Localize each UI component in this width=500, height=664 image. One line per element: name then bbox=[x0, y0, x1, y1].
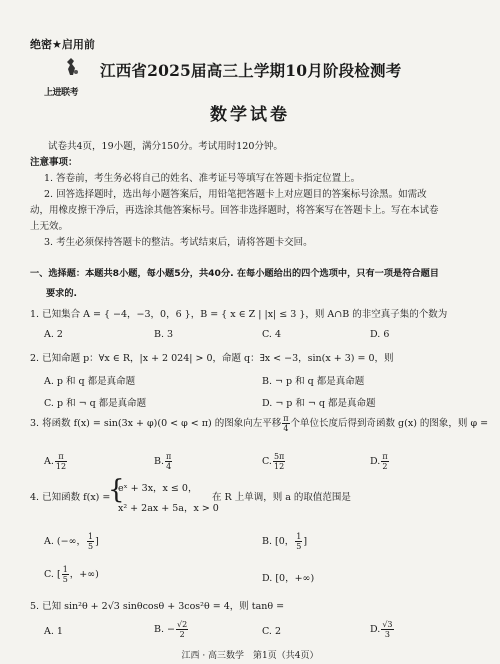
question-5-option-c: C. 2 bbox=[262, 626, 282, 637]
page-footer: 江西 · 高三数学 第1页（共4页） bbox=[181, 651, 319, 661]
question-1-stem: 1. 已知集合 A = { −4，−3，0，6 }，B = { x ∈ Z | |x| ≤ 3 }，则 A∩B 的非空真子集的个数为 bbox=[30, 309, 448, 320]
fraction-numerator: π bbox=[283, 414, 289, 423]
fraction-numerator: √3 bbox=[382, 620, 393, 629]
question-4-option-c bbox=[44, 565, 99, 584]
fraction-numerator: 1 bbox=[87, 532, 94, 541]
fraction-numerator: 1 bbox=[62, 565, 68, 574]
notice-item: 上无效。 bbox=[30, 221, 69, 232]
fraction-denominator: 5 bbox=[62, 575, 68, 584]
question-1-option-b: B. 3 bbox=[154, 329, 174, 340]
piecewise-case-2: x² + 2ax + 5a，x > 0 bbox=[118, 503, 219, 514]
notice-item: 动，用橡皮擦干净后，再选涂其他答案标号。回答非选择题时，将答案写在答题卡上。写在本试卷 bbox=[30, 205, 439, 216]
piecewise-case-1: eˣ + 3x，x ≤ 0， bbox=[118, 483, 198, 494]
option-fraction bbox=[381, 620, 393, 639]
minus-sign: − bbox=[167, 624, 176, 635]
fraction-numerator: π bbox=[55, 452, 67, 462]
question-1-option-d: D. 6 bbox=[370, 329, 390, 340]
question-3-stem-part-2: 个单位长度后得到奇函数 g(x) 的图象，则 φ = bbox=[290, 418, 489, 429]
question-3-option-d bbox=[370, 452, 390, 471]
section-heading-cont: 要求的. bbox=[46, 288, 78, 299]
question-1-option-c: C. 4 bbox=[262, 329, 282, 340]
fraction-denominator: 4 bbox=[283, 424, 289, 433]
option-text: C. [ bbox=[44, 569, 61, 580]
fraction-numerator: π bbox=[382, 452, 388, 461]
question-3-fraction bbox=[282, 414, 289, 433]
question-4-stem-part-1: 4. 已知函数 f(x) = bbox=[30, 492, 111, 503]
option-fraction bbox=[62, 565, 69, 584]
exam-title: 江西省2025届高三上学期10月阶段检测考 bbox=[100, 61, 402, 80]
question-5-stem: 5. 已知 sin²θ + 2√3 sinθcosθ + 3cos²θ = 4，则 tanθ = bbox=[30, 601, 285, 612]
option-letter: B. bbox=[154, 624, 165, 635]
piecewise-brace: { bbox=[108, 475, 125, 505]
fraction-denominator: 5 bbox=[87, 542, 94, 551]
question-4-option-b bbox=[262, 532, 307, 551]
question-2-option-d: D. ¬ p 和 ¬ q 都是真命题 bbox=[262, 398, 376, 409]
option-fraction bbox=[176, 620, 188, 639]
question-4-stem-part-2: 在 R 上单调，则 a 的取值范围是 bbox=[212, 492, 351, 503]
question-5-option-d bbox=[370, 620, 395, 639]
option-text: ] bbox=[303, 536, 308, 547]
option-letter: C. bbox=[262, 456, 272, 467]
notice-item: 2. 回答选择题时，选出每小题答案后，用铅笔把答题卡上对应题目的答案标号涂黑。如需改 bbox=[44, 189, 427, 200]
section-heading: 一、选择题：本题共8小题，每小题5分，共40分. 在每小题给出的四个选项中，只有一项是符合题目 bbox=[30, 268, 439, 279]
option-letter: A. bbox=[44, 456, 54, 467]
fraction-denominator: 4 bbox=[166, 462, 172, 471]
confidential-label: 绝密★启用前 bbox=[30, 38, 95, 51]
exam-logo-icon bbox=[64, 57, 80, 77]
question-2-option-c: C. p 和 ¬ q 都是真命题 bbox=[44, 398, 147, 409]
option-fraction bbox=[295, 532, 302, 551]
question-1-option-a: A. 2 bbox=[44, 329, 63, 340]
fraction-denominator: 12 bbox=[274, 462, 285, 471]
option-fraction bbox=[273, 452, 285, 471]
question-4-option-d: D. [0，+∞) bbox=[262, 573, 315, 584]
question-5-option-a: A. 1 bbox=[44, 626, 63, 637]
fraction-numerator: 5π bbox=[273, 452, 285, 461]
option-letter: B. bbox=[154, 456, 165, 467]
fraction-denominator: 12 bbox=[55, 462, 67, 471]
option-fraction bbox=[87, 532, 94, 551]
fraction-denominator: 2 bbox=[179, 630, 185, 639]
option-fraction bbox=[165, 452, 172, 471]
option-text: A. (−∞， bbox=[44, 536, 86, 547]
option-text: ] bbox=[95, 536, 99, 547]
question-3-stem bbox=[30, 414, 488, 433]
option-text: ，+∞) bbox=[69, 569, 99, 580]
option-letter: D. bbox=[370, 624, 381, 635]
fraction-denominator: 2 bbox=[382, 462, 388, 471]
question-4-option-a bbox=[44, 532, 99, 551]
question-2-option-b: B. ¬ p 和 q 都是真命题 bbox=[262, 376, 365, 387]
fraction-denominator: 5 bbox=[296, 542, 302, 551]
fraction-numerator: 1 bbox=[296, 532, 302, 541]
intro-text: 试卷共4页，19小题，满分150分。考试用时120分钟。 bbox=[48, 141, 283, 152]
question-3-option-a bbox=[44, 452, 68, 471]
question-5-option-b bbox=[154, 620, 189, 639]
fraction-numerator: π bbox=[166, 452, 172, 461]
fraction-numerator: √2 bbox=[177, 620, 188, 629]
question-3-stem-part-1: 3. 将函数 f(x) = sin(3x + φ)(0 < φ < π) 的图象向左平移 bbox=[30, 418, 282, 429]
option-fraction bbox=[55, 452, 67, 471]
question-3-option-b bbox=[154, 452, 173, 471]
union-label: 上进联考 bbox=[44, 88, 79, 98]
notice-heading: 注意事项： bbox=[30, 157, 78, 168]
subject-title: 数学试卷 bbox=[210, 105, 290, 125]
question-2-stem: 2. 已知命题 p：∀x ∈ R，|x + 2 024| > 0，命题 q：∃x < −3，sin(x + 3) = 0，则 bbox=[30, 353, 394, 364]
fraction-denominator: 3 bbox=[384, 630, 390, 639]
option-fraction bbox=[381, 452, 388, 471]
question-3-option-c bbox=[262, 452, 286, 471]
notice-item: 3. 考生必须保持答题卡的整洁。考试结束后，请将答题卡交回。 bbox=[44, 237, 313, 248]
option-letter: D. bbox=[370, 456, 381, 467]
question-2-option-a: A. p 和 q 都是真命题 bbox=[44, 376, 136, 387]
notice-item: 1. 答卷前，考生务必将自己的姓名、准考证号等填写在答题卡指定位置上。 bbox=[44, 173, 361, 184]
option-text: B. [0， bbox=[262, 536, 295, 547]
